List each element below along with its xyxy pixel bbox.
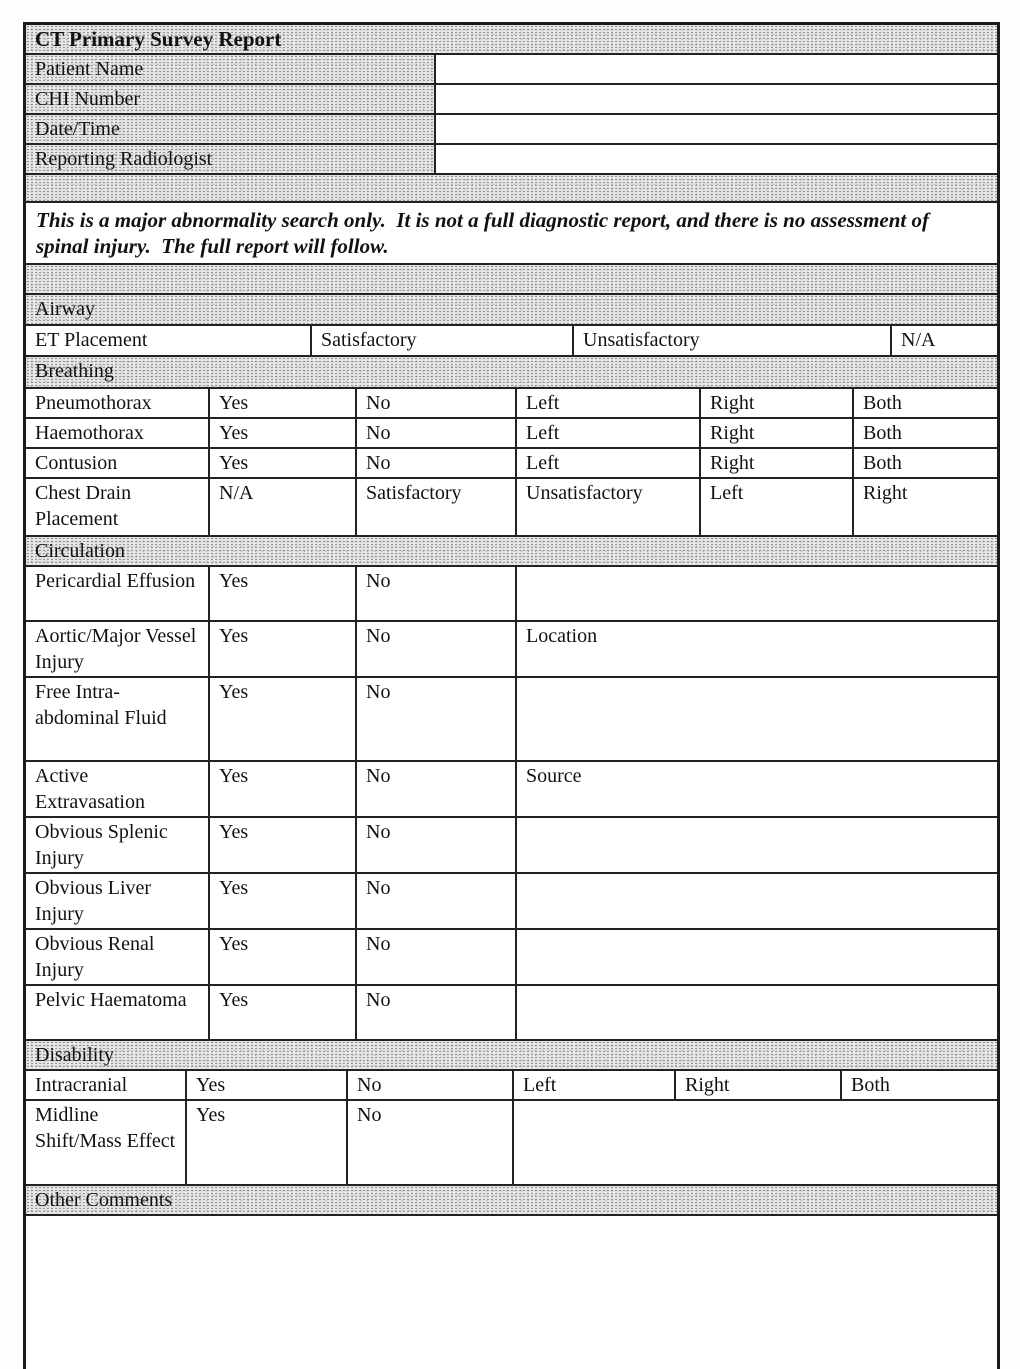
option-cell-left[interactable]: Left [517,389,701,417]
option-cell-right[interactable]: Right [863,482,908,504]
circulation-section-label: Circulation [35,540,125,562]
option-cell-right[interactable]: Right [701,389,854,417]
option-cell-yes[interactable]: Yes [210,930,357,984]
et-placement-label: ET Placement [26,326,312,355]
et-placement-row [26,326,997,357]
detail-cell[interactable] [514,1101,997,1184]
option-cell-both[interactable]: Both [863,392,902,414]
obvious-splenic-injury-row [26,818,997,874]
obvious-splenic-injury-label: Obvious Splenic Injury [26,818,210,872]
aortic-major-vessel-injury-row [26,622,997,678]
option-cell-no[interactable]: No [348,1101,514,1184]
detail-cell[interactable] [517,986,997,1039]
chi-number-value[interactable] [436,85,997,113]
option-cell-satisfactory[interactable]: Satisfactory [357,479,517,535]
option-cell-yes[interactable]: Yes [210,389,357,417]
free-intra-abdominal-fluid-label: Free Intra-abdominal Fluid [26,678,210,760]
date-time-label: Date/Time [26,115,436,143]
option-cell-no[interactable]: No [357,678,517,760]
option-cell-both[interactable]: Both [863,422,902,444]
contusion-label: Contusion [26,449,210,477]
obvious-renal-injury-label: Obvious Renal Injury [26,930,210,984]
section-header-other-comments [26,1186,997,1216]
form-title: CT Primary Survey Report [35,27,282,51]
spacer-band [26,175,997,203]
option-cell-unsatisfactory[interactable]: Unsatisfactory [574,326,892,355]
option-cell-yes[interactable]: Yes [210,818,357,872]
option-cell-right[interactable]: Right [676,1071,842,1099]
option-cell-both[interactable]: Both [851,1074,890,1096]
form-title-row [26,25,997,55]
obvious-liver-injury-row [26,874,997,930]
option-cell-no[interactable]: No [357,419,517,447]
option-cell-yes[interactable]: Yes [187,1101,348,1184]
patient-name-label: Patient Name [26,55,436,83]
active-extravasation-label: Active Extravasation [26,762,210,816]
option-cell-right[interactable]: Right [701,419,854,447]
detail-cell[interactable] [517,678,997,760]
option-cell-no[interactable]: No [357,567,517,620]
comments-box[interactable] [26,1216,997,1369]
section-header-circulation [26,537,997,567]
option-cell-yes[interactable]: Yes [210,874,357,928]
disclaimer-text: This is a major abnormality search only. It is not a full diagnostic report, and there is no assessment of spinal injury. The full report will follow. [36,208,935,258]
option-cell-no[interactable]: No [357,818,517,872]
airway-section-label: Airway [35,298,95,320]
option-cell-unsatisfactory[interactable]: Unsatisfactory [517,479,701,535]
haemothorax-label: Haemothorax [26,419,210,447]
pericardial-effusion-label: Pericardial Effusion [26,567,210,620]
section-header-breathing [26,357,997,389]
section-header-disability [26,1041,997,1071]
option-cell-left[interactable]: Left [514,1071,676,1099]
option-cell-left[interactable]: Left [517,449,701,477]
reporting-radiologist-label: Reporting Radiologist [26,145,436,173]
pericardial-effusion-row [26,567,997,622]
pneumothorax-label: Pneumothorax [26,389,210,417]
ct-primary-survey-form [23,22,1000,1369]
option-cell-no[interactable]: No [357,389,517,417]
aortic-major-vessel-injury-label: Aortic/Major Vessel Injury [26,622,210,676]
reporting-radiologist-value[interactable] [436,145,997,173]
detail-cell[interactable] [517,874,997,928]
obvious-renal-injury-row [26,930,997,986]
location-detail-cell[interactable]: Location [526,625,598,647]
disclaimer-row [26,203,997,265]
disability-section-label: Disability [35,1044,114,1066]
option-cell-yes[interactable]: Yes [210,678,357,760]
option-cell-no[interactable]: No [348,1071,514,1099]
option-cell-left[interactable]: Left [701,479,854,535]
option-cell-yes[interactable]: Yes [210,567,357,620]
option-cell-both[interactable]: Both [863,452,902,474]
pneumothorax-row [26,389,997,419]
option-cell-satisfactory[interactable]: Satisfactory [312,326,574,355]
section-header-airway [26,295,997,326]
other-comments-section-label: Other Comments [35,1189,173,1211]
detail-cell[interactable] [517,930,997,984]
option-cell-right[interactable]: Right [701,449,854,477]
option-cell-no[interactable]: No [357,449,517,477]
reporting-radiologist-row [26,145,997,175]
option-cell-yes[interactable]: Yes [210,622,357,676]
spacer-band [26,265,997,295]
midline-shift-mass-effect-row [26,1101,997,1186]
patient-name-value[interactable] [436,55,997,83]
pelvic-haematoma-row [26,986,997,1041]
intracranial-label: Intracranial [26,1071,187,1099]
source-detail-cell[interactable]: Source [526,765,582,787]
option-cell-na[interactable]: N/A [210,479,357,535]
chi-number-label: CHI Number [26,85,436,113]
option-cell-no[interactable]: No [357,622,517,676]
chest-drain-placement-label: Chest Drain Placement [26,479,210,535]
option-cell-no[interactable]: No [357,762,517,816]
option-cell-yes[interactable]: Yes [210,986,357,1039]
option-cell-yes[interactable]: Yes [210,419,357,447]
option-cell-no[interactable]: No [357,930,517,984]
breathing-section-label: Breathing [35,360,114,382]
obvious-liver-injury-label: Obvious Liver Injury [26,874,210,928]
date-time-value[interactable] [436,115,997,143]
option-cell-yes[interactable]: Yes [187,1071,348,1099]
option-cell-no[interactable]: No [357,874,517,928]
free-intra-abdominal-fluid-row [26,678,997,762]
date-time-row [26,115,997,145]
option-cell-na[interactable]: N/A [901,329,936,351]
active-extravasation-row [26,762,997,818]
option-cell-no[interactable]: No [357,986,517,1039]
pelvic-haematoma-label: Pelvic Haematoma [26,986,210,1039]
detail-cell[interactable] [517,567,997,620]
option-cell-left[interactable]: Left [517,419,701,447]
other-comments-box-row [26,1216,997,1369]
intracranial-row [26,1071,997,1101]
chi-number-row [26,85,997,115]
option-cell-yes[interactable]: Yes [210,762,357,816]
patient-name-row [26,55,997,85]
midline-shift-mass-effect-label: Midline Shift/Mass Effect [26,1101,187,1184]
option-cell-yes[interactable]: Yes [210,449,357,477]
haemothorax-row [26,419,997,449]
chest-drain-placement-row [26,479,997,537]
detail-cell[interactable] [517,818,997,872]
contusion-row [26,449,997,479]
